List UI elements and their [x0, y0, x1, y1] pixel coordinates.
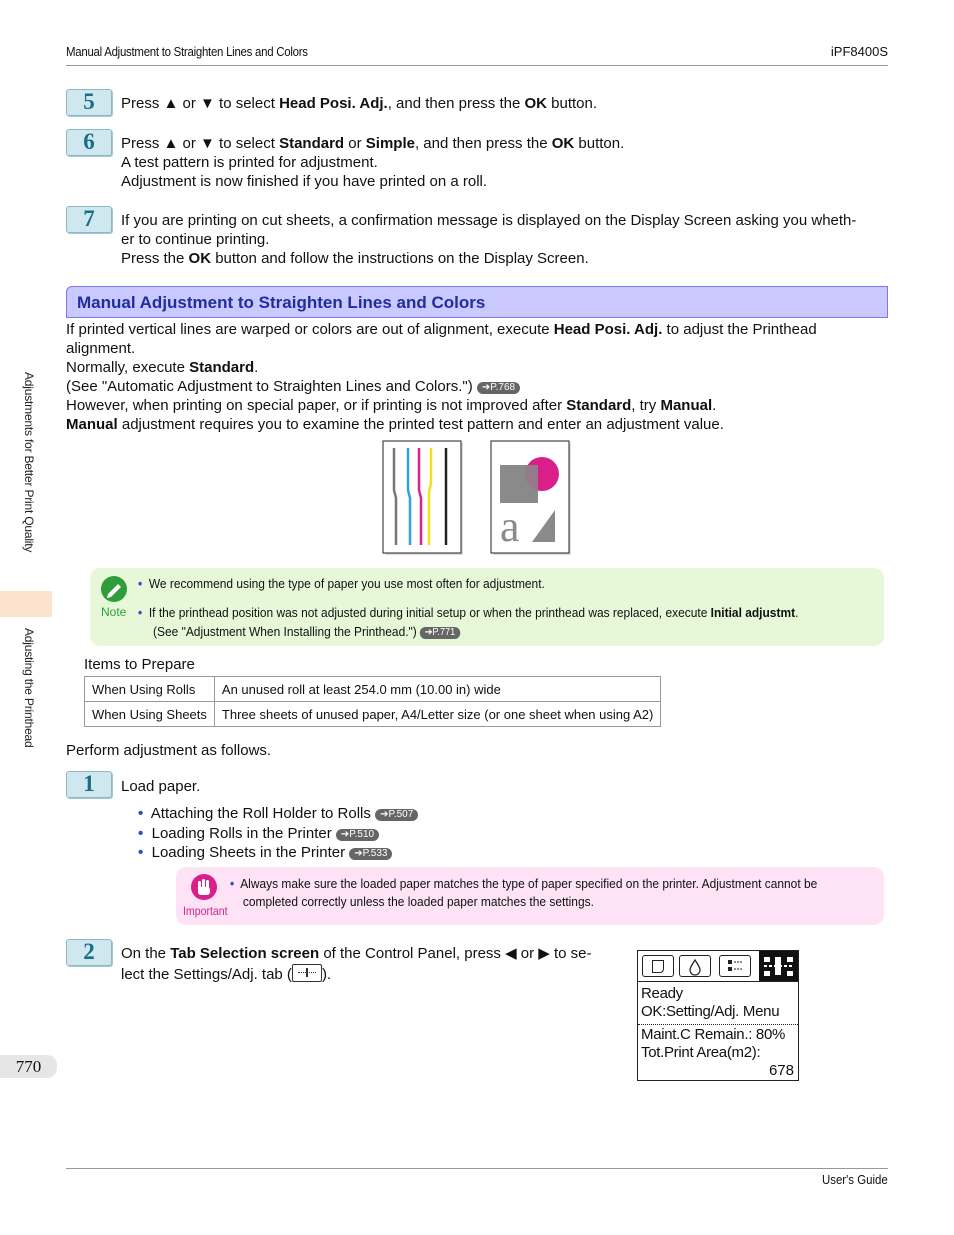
step-number-7: 7 — [66, 206, 112, 233]
page-ref-link[interactable]: ➔P.507 — [375, 809, 418, 821]
tab-ink-drop-icon[interactable] — [679, 955, 711, 977]
step-number-2: 2 — [66, 939, 112, 966]
table-cell: An unused roll at least 254.0 mm (10.00 in) wide — [214, 677, 660, 702]
display-tab-bar — [638, 951, 798, 982]
list-item[interactable]: • Loading Sheets in the Printer ➔P.533 — [138, 843, 418, 863]
step-number-6: 6 — [66, 129, 112, 156]
control-panel-display — [637, 950, 799, 1081]
footer-rule — [66, 1168, 888, 1169]
running-header-model: iPF8400S — [830, 44, 888, 59]
tab-paper-icon[interactable] — [642, 955, 674, 977]
letter-a-glyph: a — [500, 502, 520, 551]
note-see-also: (See "Adjustment When Installing the Printhead.") ➔P.771 — [153, 623, 460, 641]
list-item[interactable]: • Loading Rolls in the Printer ➔P.510 — [138, 824, 418, 844]
section-body: If printed vertical lines are warped or colors are out of alignment, execute Head Posi. Adj. to adjust the Printhead alignment. Normally, execute Standard. (See "Automatic Adjustment to Straighten Lines and Colors.") ➔P.768 However, when printing on special paper, or if printing is not improved after Standard, try Manual. Manual adjustment requires you to examine the printed test pattern and enter an adjustment value. — [66, 321, 817, 433]
sidebar-tab-printhead[interactable]: Adjusting the Printhead — [22, 628, 36, 748]
table-cell: When Using Sheets — [85, 702, 215, 727]
note-bullet-2: • If the printhead position was not adjusted during initial setup or when the printhead was replaced, execute Initial adjustmt. — [138, 605, 799, 620]
important-text: • Always make sure the loaded paper matches the type of paper specified on the printer. Adjustment cannot be completed correctly unless the loaded paper matches the settings. — [230, 876, 818, 909]
important-label: Important — [183, 904, 228, 918]
note-label: Note — [101, 605, 127, 619]
page-ref-link[interactable]: ➔P.771 — [420, 627, 460, 639]
step-6-text: Press ▲ or ▼ to select Standard or Simple, and then press the OK button. A test pattern is printed for adjustment. Adjustment is now finished if you have printed on a roll. — [121, 135, 625, 190]
page-ref-link[interactable]: ➔P.510 — [336, 829, 379, 841]
footer-guide-name: User's Guide — [822, 1172, 888, 1187]
page-ref-link[interactable]: ➔P.533 — [349, 848, 392, 860]
tab-settings-adj-icon[interactable] — [759, 951, 798, 981]
items-heading: Items to Prepare — [84, 656, 195, 673]
step-5-text: Press ▲ or ▼ to select Head Posi. Adj., and then press the OK button. — [121, 95, 598, 112]
step-number-5: 5 — [66, 89, 112, 116]
sidebar-tab-quality[interactable]: Adjustments for Better Print Quality — [22, 372, 36, 553]
header-rule — [66, 65, 888, 66]
settings-adj-tab-icon — [292, 964, 322, 982]
page-number: 770 — [0, 1055, 57, 1078]
sidebar-active-band — [0, 591, 52, 617]
tab-job-list-icon[interactable] — [719, 955, 751, 977]
note-pencil-icon — [100, 575, 128, 603]
display-divider — [638, 1024, 798, 1025]
display-status: Ready OK:Setting/Adj. Menu — [641, 985, 780, 1020]
step-7-text: If you are printing on cut sheets, a confirmation message is displayed on the Display Screen asking you wheth- er to continue printing. Press the OK button and follow the instructions on the Display Screen. — [121, 212, 857, 267]
running-header-title: Manual Adjustment to Straighten Lines and Colors — [66, 44, 308, 59]
table-row — [85, 677, 661, 702]
note-bullet-1: • We recommend using the type of paper you use most often for adjustment. — [138, 576, 545, 591]
step-number-1: 1 — [66, 771, 112, 798]
items-table — [84, 676, 661, 727]
step-1-text: Load paper. — [121, 778, 201, 795]
display-print-area-value: 678 — [768, 1062, 794, 1079]
important-hand-icon — [190, 873, 218, 903]
test-pattern-illustration — [382, 440, 572, 558]
section-heading: Manual Adjustment to Straighten Lines and Colors — [66, 286, 888, 318]
table-row — [85, 702, 661, 727]
table-cell: Three sheets of unused paper, A4/Letter size (or one sheet when using A2) — [214, 702, 660, 727]
page-ref-link[interactable]: ➔P.768 — [477, 382, 520, 394]
table-cell: When Using Rolls — [85, 677, 215, 702]
perform-text: Perform adjustment as follows. — [66, 742, 272, 759]
step-2-text: On the Tab Selection screen of the Control Panel, press ◀ or ▶ to se- lect the Settings/Adj. tab ( ). — [121, 945, 592, 983]
color-pattern-illustration — [491, 441, 571, 555]
step-1-links — [138, 804, 418, 863]
display-info: Maint.C Remain.: 80% Tot.Print Area(m2): — [641, 1026, 786, 1061]
list-item[interactable]: • Attaching the Roll Holder to Rolls ➔P.507 — [138, 804, 418, 824]
